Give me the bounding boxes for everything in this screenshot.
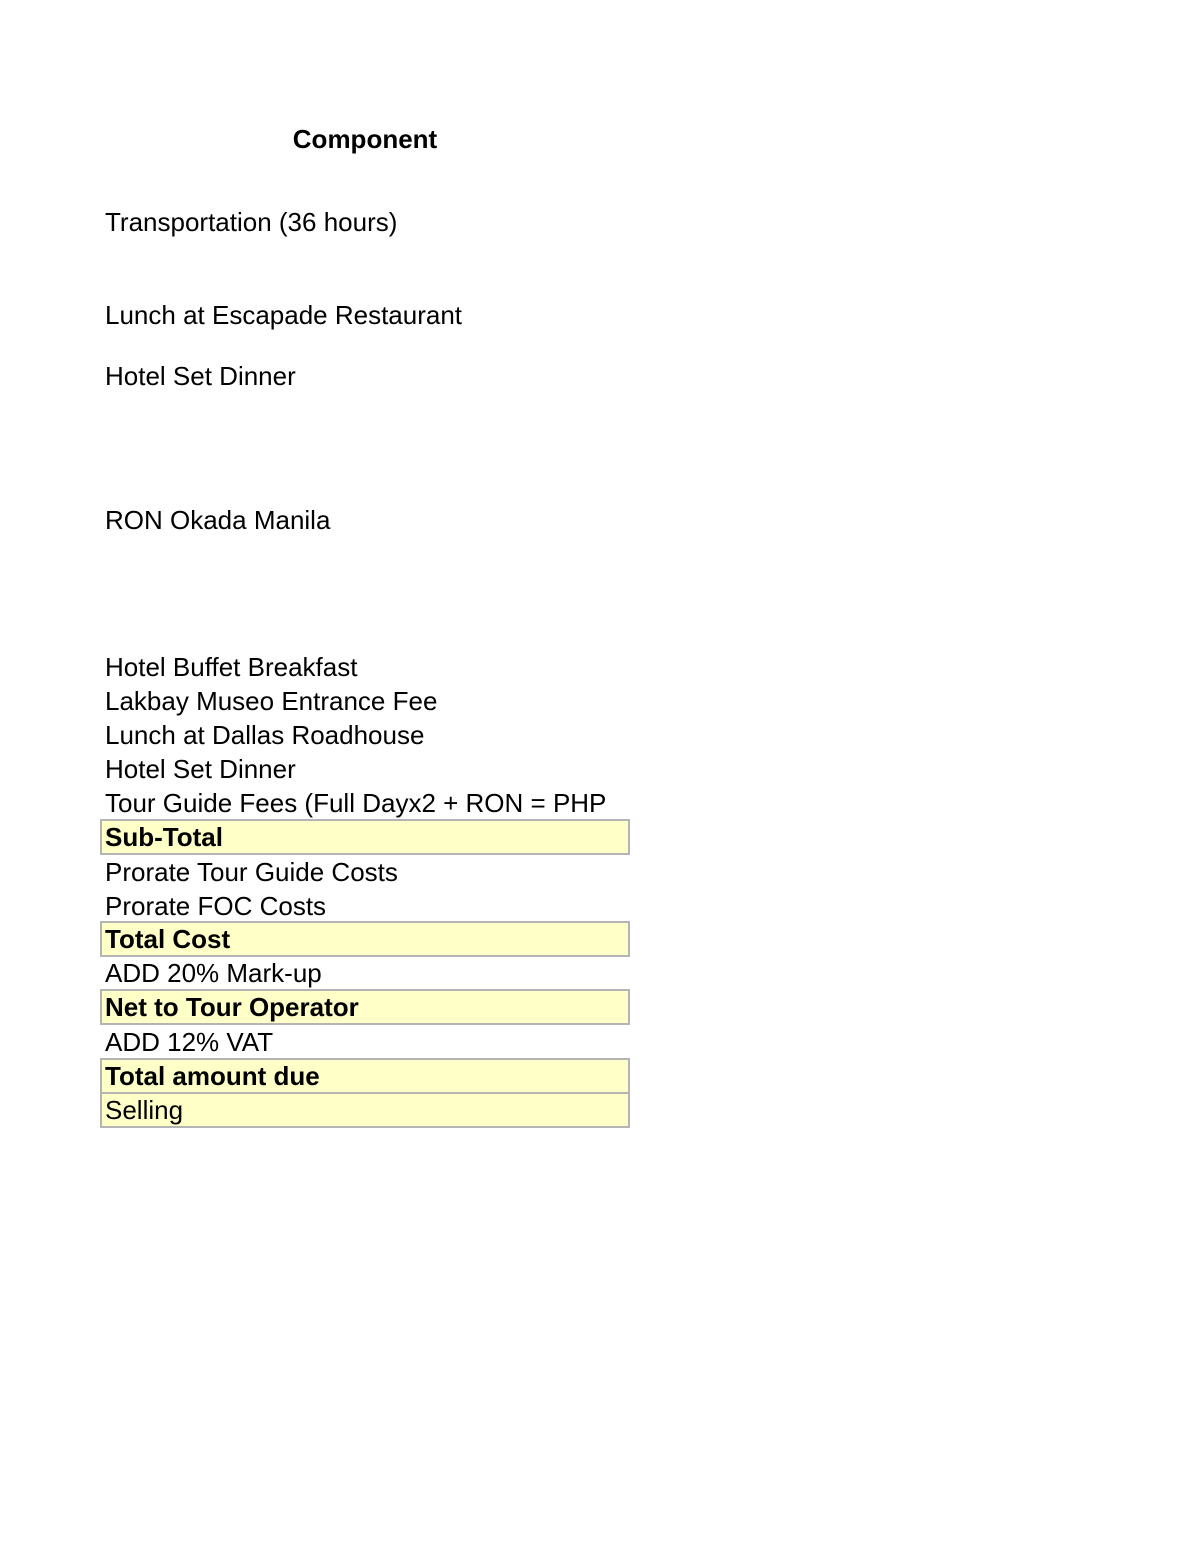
row-total-cost: Total Cost (100, 921, 630, 957)
row-sub-total: Sub-Total (100, 819, 630, 855)
row-transportation: Transportation (36 hours) (105, 207, 398, 237)
row-net-to-tour-operator: Net to Tour Operator (100, 989, 630, 1025)
row-ron-okada: RON Okada Manila (105, 505, 331, 535)
row-prorate-foc: Prorate FOC Costs (105, 891, 327, 921)
row-lunch-escapade: Lunch at Escapade Restaurant (105, 300, 463, 330)
row-lunch-dallas: Lunch at Dallas Roadhouse (105, 720, 425, 750)
row-vat: ADD 12% VAT (105, 1027, 274, 1057)
row-selling: Selling (100, 1092, 630, 1128)
row-hotel-buffet-breakfast: Hotel Buffet Breakfast (105, 652, 358, 682)
row-total-amount-due: Total amount due (100, 1058, 630, 1094)
row-hotel-set-dinner-1: Hotel Set Dinner (105, 361, 296, 391)
row-tour-guide-fees: Tour Guide Fees (Full Dayx2 + RON = PHP (105, 788, 607, 818)
row-prorate-tour-guide: Prorate Tour Guide Costs (105, 857, 398, 887)
row-markup: ADD 20% Mark-up (105, 958, 322, 988)
column-header-component: Component (292, 124, 438, 154)
row-hotel-set-dinner-2: Hotel Set Dinner (105, 754, 296, 784)
row-lakbay-museo-fee: Lakbay Museo Entrance Fee (105, 686, 438, 716)
